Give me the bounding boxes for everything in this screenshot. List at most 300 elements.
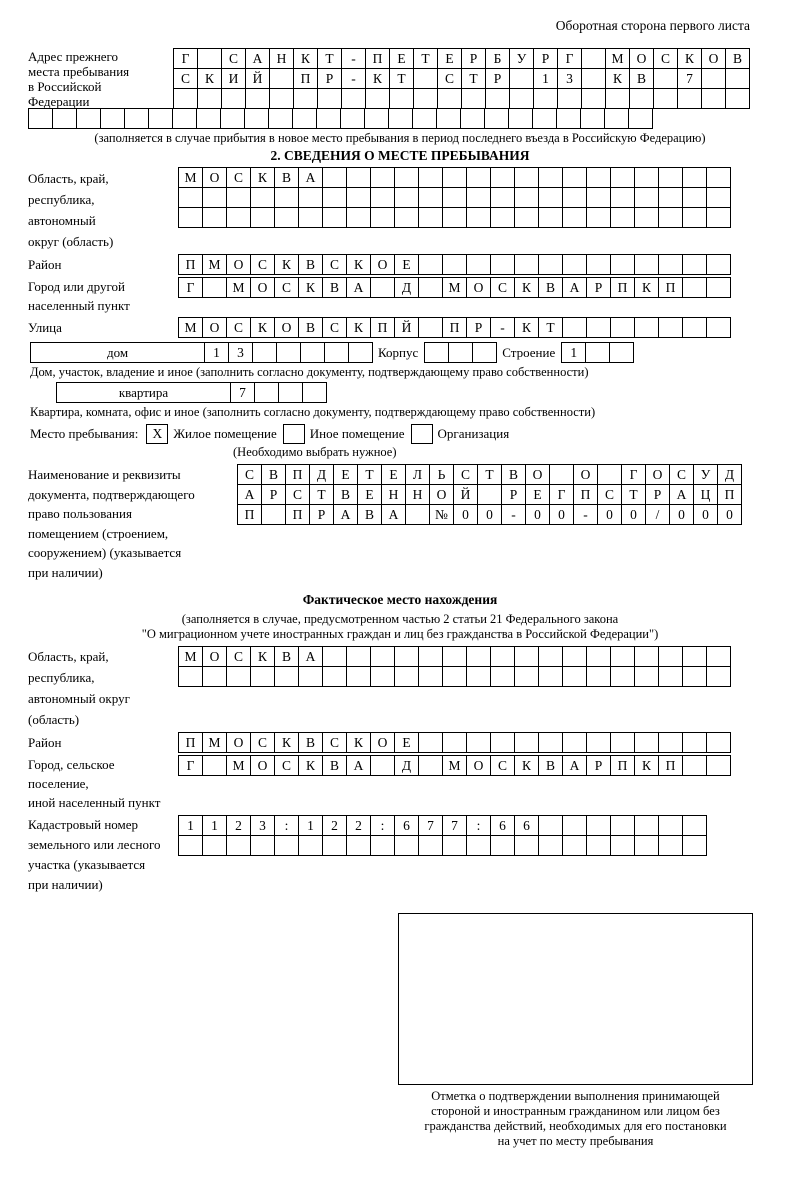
form-cell[interactable] xyxy=(538,187,563,208)
form-cell[interactable]: 2 xyxy=(322,815,347,836)
form-cell[interactable]: О xyxy=(202,317,227,338)
form-cell[interactable] xyxy=(610,835,635,856)
form-cell[interactable]: П xyxy=(237,504,262,525)
form-cell[interactable] xyxy=(706,277,731,298)
form-cell[interactable] xyxy=(634,646,659,667)
form-cell[interactable]: К xyxy=(250,317,275,338)
form-cell[interactable] xyxy=(682,277,707,298)
form-cell[interactable]: Г xyxy=(549,484,574,505)
form-cell[interactable] xyxy=(610,167,635,188)
form-cell[interactable] xyxy=(682,187,707,208)
form-cell[interactable]: П xyxy=(658,755,683,776)
form-cell[interactable] xyxy=(538,666,563,687)
form-cell[interactable]: С xyxy=(226,646,251,667)
form-cell[interactable]: Е xyxy=(333,464,358,485)
form-cell[interactable]: 0 xyxy=(477,504,502,525)
form-cell[interactable] xyxy=(586,646,611,667)
form-cell[interactable]: 1 xyxy=(561,342,586,363)
form-cell[interactable] xyxy=(418,646,443,667)
form-cell[interactable] xyxy=(634,317,659,338)
form-cell[interactable] xyxy=(252,342,277,363)
form-cell[interactable] xyxy=(346,666,371,687)
form-cell[interactable]: С xyxy=(453,464,478,485)
form-cell[interactable] xyxy=(418,755,443,776)
form-cell[interactable]: А xyxy=(298,646,323,667)
form-cell[interactable]: В xyxy=(357,504,382,525)
form-cell[interactable]: А xyxy=(562,755,587,776)
form-cell[interactable]: 7 xyxy=(442,815,467,836)
form-cell[interactable] xyxy=(538,254,563,275)
form-cell[interactable] xyxy=(532,108,557,129)
form-cell[interactable] xyxy=(394,646,419,667)
form-cell[interactable] xyxy=(538,835,563,856)
form-cell[interactable] xyxy=(466,167,491,188)
form-cell[interactable]: А xyxy=(562,277,587,298)
form-cell[interactable]: Й xyxy=(394,317,419,338)
form-cell[interactable]: М xyxy=(442,755,467,776)
form-cell[interactable]: И xyxy=(221,68,246,89)
form-cell[interactable]: Г xyxy=(178,277,203,298)
form-cell[interactable] xyxy=(322,207,347,228)
form-cell[interactable] xyxy=(658,666,683,687)
form-cell[interactable] xyxy=(634,732,659,753)
form-cell[interactable]: Т xyxy=(309,484,334,505)
form-cell[interactable]: 6 xyxy=(490,815,515,836)
form-cell[interactable]: В xyxy=(322,755,347,776)
form-cell[interactable]: Е xyxy=(357,484,382,505)
form-cell[interactable]: К xyxy=(634,277,659,298)
form-cell[interactable]: У xyxy=(693,464,718,485)
form-cell[interactable] xyxy=(490,254,515,275)
form-cell[interactable] xyxy=(52,108,77,129)
form-cell[interactable] xyxy=(490,732,515,753)
form-cell[interactable]: С xyxy=(226,317,251,338)
form-cell[interactable]: М xyxy=(226,755,251,776)
form-cell[interactable] xyxy=(634,187,659,208)
form-cell[interactable] xyxy=(634,666,659,687)
form-cell[interactable] xyxy=(466,187,491,208)
form-cell[interactable] xyxy=(682,254,707,275)
form-cell[interactable]: П xyxy=(285,504,310,525)
form-cell[interactable] xyxy=(448,342,473,363)
form-cell[interactable] xyxy=(220,108,245,129)
form-cell[interactable] xyxy=(549,464,574,485)
form-cell[interactable]: Г xyxy=(557,48,582,69)
form-cell[interactable]: Р xyxy=(533,48,558,69)
form-cell[interactable] xyxy=(268,108,293,129)
form-cell[interactable] xyxy=(605,88,630,109)
form-cell[interactable]: Е xyxy=(389,48,414,69)
form-cell[interactable] xyxy=(460,108,485,129)
form-cell[interactable]: К xyxy=(605,68,630,89)
form-cell[interactable] xyxy=(178,666,203,687)
form-cell[interactable]: С xyxy=(250,732,275,753)
form-cell[interactable]: 0 xyxy=(717,504,742,525)
form-cell[interactable]: Й xyxy=(453,484,478,505)
form-cell[interactable]: С xyxy=(250,254,275,275)
checkbox-zhiloe[interactable]: X xyxy=(146,424,168,444)
form-cell[interactable]: В xyxy=(274,167,299,188)
form-cell[interactable] xyxy=(706,666,731,687)
form-cell[interactable] xyxy=(221,88,246,109)
form-cell[interactable] xyxy=(610,666,635,687)
form-cell[interactable] xyxy=(418,277,443,298)
form-cell[interactable] xyxy=(298,207,323,228)
form-cell[interactable] xyxy=(490,187,515,208)
form-cell[interactable]: С xyxy=(237,464,262,485)
form-cell[interactable] xyxy=(466,835,491,856)
form-cell[interactable]: Ь xyxy=(429,464,454,485)
form-cell[interactable]: В xyxy=(538,277,563,298)
form-cell[interactable]: - xyxy=(501,504,526,525)
form-cell[interactable]: 1 xyxy=(298,815,323,836)
form-cell[interactable]: О xyxy=(525,464,550,485)
form-cell[interactable]: С xyxy=(653,48,678,69)
form-cell[interactable] xyxy=(658,835,683,856)
form-cell[interactable] xyxy=(509,68,534,89)
form-cell[interactable] xyxy=(245,88,270,109)
form-cell[interactable] xyxy=(388,108,413,129)
form-cell[interactable] xyxy=(202,666,227,687)
form-cell[interactable] xyxy=(317,88,342,109)
form-cell[interactable] xyxy=(274,187,299,208)
form-cell[interactable]: Г xyxy=(173,48,198,69)
form-cell[interactable] xyxy=(628,108,653,129)
form-cell[interactable]: 3 xyxy=(250,815,275,836)
form-cell[interactable] xyxy=(682,755,707,776)
form-cell[interactable]: А xyxy=(346,277,371,298)
form-cell[interactable]: В xyxy=(298,254,323,275)
form-cell[interactable] xyxy=(394,666,419,687)
form-cell[interactable] xyxy=(28,108,53,129)
form-cell[interactable] xyxy=(484,108,509,129)
form-cell[interactable] xyxy=(250,187,275,208)
form-cell[interactable] xyxy=(340,108,365,129)
form-cell[interactable] xyxy=(172,108,197,129)
form-cell[interactable] xyxy=(586,835,611,856)
form-cell[interactable]: Р xyxy=(317,68,342,89)
form-cell[interactable] xyxy=(610,317,635,338)
form-cell[interactable] xyxy=(322,167,347,188)
form-cell[interactable]: 0 xyxy=(549,504,574,525)
form-cell[interactable]: П xyxy=(178,254,203,275)
form-cell[interactable] xyxy=(682,815,707,836)
form-cell[interactable] xyxy=(562,732,587,753)
form-cell[interactable] xyxy=(490,646,515,667)
form-cell[interactable] xyxy=(124,108,149,129)
form-cell[interactable] xyxy=(346,835,371,856)
form-cell[interactable]: Р xyxy=(466,317,491,338)
form-cell[interactable] xyxy=(178,835,203,856)
form-cell[interactable]: А xyxy=(669,484,694,505)
form-cell[interactable] xyxy=(562,666,587,687)
form-cell[interactable]: М xyxy=(442,277,467,298)
form-cell[interactable]: Б xyxy=(485,48,510,69)
form-cell[interactable]: А xyxy=(333,504,358,525)
form-cell[interactable] xyxy=(370,207,395,228)
form-cell[interactable] xyxy=(276,342,301,363)
form-cell[interactable]: К xyxy=(514,317,539,338)
form-cell[interactable]: Р xyxy=(309,504,334,525)
form-cell[interactable] xyxy=(442,254,467,275)
form-cell[interactable] xyxy=(725,68,750,89)
form-cell[interactable] xyxy=(466,732,491,753)
form-cell[interactable] xyxy=(178,187,203,208)
form-cell[interactable] xyxy=(293,88,318,109)
form-cell[interactable] xyxy=(370,755,395,776)
form-cell[interactable] xyxy=(226,666,251,687)
form-cell[interactable]: О xyxy=(250,755,275,776)
form-cell[interactable]: С xyxy=(669,464,694,485)
form-cell[interactable] xyxy=(490,666,515,687)
form-cell[interactable] xyxy=(477,484,502,505)
form-cell[interactable] xyxy=(196,108,221,129)
form-cell[interactable] xyxy=(562,167,587,188)
form-cell[interactable]: П xyxy=(370,317,395,338)
form-cell[interactable] xyxy=(364,108,389,129)
form-cell[interactable] xyxy=(682,317,707,338)
form-cell[interactable] xyxy=(581,68,606,89)
form-cell[interactable]: Р xyxy=(261,484,286,505)
form-cell[interactable]: К xyxy=(365,68,390,89)
form-cell[interactable] xyxy=(706,755,731,776)
form-cell[interactable] xyxy=(250,835,275,856)
form-cell[interactable] xyxy=(76,108,101,129)
form-cell[interactable] xyxy=(658,207,683,228)
form-cell[interactable]: В xyxy=(538,755,563,776)
form-cell[interactable] xyxy=(658,646,683,667)
form-cell[interactable]: В xyxy=(629,68,654,89)
form-cell[interactable]: С xyxy=(322,732,347,753)
form-cell[interactable] xyxy=(562,835,587,856)
form-cell[interactable] xyxy=(538,732,563,753)
form-cell[interactable]: П xyxy=(293,68,318,89)
form-cell[interactable] xyxy=(418,187,443,208)
form-cell[interactable] xyxy=(389,88,414,109)
form-cell[interactable]: 6 xyxy=(514,815,539,836)
form-cell[interactable]: М xyxy=(202,254,227,275)
form-cell[interactable]: П xyxy=(610,755,635,776)
form-cell[interactable] xyxy=(261,504,286,525)
form-cell[interactable]: С xyxy=(490,755,515,776)
form-cell[interactable] xyxy=(586,254,611,275)
form-cell[interactable] xyxy=(634,254,659,275)
form-cell[interactable] xyxy=(442,666,467,687)
form-cell[interactable] xyxy=(701,88,726,109)
form-cell[interactable]: М xyxy=(605,48,630,69)
form-cell[interactable]: О xyxy=(202,167,227,188)
form-cell[interactable]: 7 xyxy=(418,815,443,836)
form-cell[interactable] xyxy=(461,88,486,109)
form-cell[interactable]: Н xyxy=(269,48,294,69)
form-cell[interactable]: : xyxy=(466,815,491,836)
form-cell[interactable] xyxy=(658,167,683,188)
form-cell[interactable] xyxy=(394,167,419,188)
form-cell[interactable] xyxy=(682,835,707,856)
form-cell[interactable] xyxy=(298,187,323,208)
form-cell[interactable] xyxy=(322,646,347,667)
form-cell[interactable]: В xyxy=(298,732,323,753)
form-cell[interactable] xyxy=(562,187,587,208)
form-cell[interactable] xyxy=(341,88,366,109)
form-cell[interactable] xyxy=(226,207,251,228)
form-cell[interactable] xyxy=(278,382,303,403)
form-cell[interactable] xyxy=(706,167,731,188)
form-cell[interactable]: Р xyxy=(485,68,510,89)
form-cell[interactable]: Г xyxy=(178,755,203,776)
form-cell[interactable] xyxy=(610,646,635,667)
form-cell[interactable]: А xyxy=(346,755,371,776)
form-cell[interactable]: О xyxy=(573,464,598,485)
form-cell[interactable] xyxy=(370,187,395,208)
form-cell[interactable] xyxy=(202,277,227,298)
form-cell[interactable] xyxy=(226,835,251,856)
form-cell[interactable]: - xyxy=(573,504,598,525)
form-cell[interactable] xyxy=(653,68,678,89)
form-cell[interactable]: Т xyxy=(413,48,438,69)
form-cell[interactable]: П xyxy=(442,317,467,338)
form-cell[interactable] xyxy=(629,88,654,109)
form-cell[interactable]: К xyxy=(634,755,659,776)
form-cell[interactable] xyxy=(436,108,461,129)
form-cell[interactable]: 6 xyxy=(394,815,419,836)
form-cell[interactable] xyxy=(514,835,539,856)
form-cell[interactable]: Е xyxy=(394,254,419,275)
form-cell[interactable] xyxy=(298,835,323,856)
form-cell[interactable]: С xyxy=(437,68,462,89)
form-cell[interactable]: 7 xyxy=(230,382,255,403)
form-cell[interactable]: В xyxy=(261,464,286,485)
form-cell[interactable] xyxy=(586,187,611,208)
form-cell[interactable] xyxy=(485,88,510,109)
form-cell[interactable] xyxy=(254,382,279,403)
form-cell[interactable] xyxy=(562,646,587,667)
form-cell[interactable] xyxy=(562,254,587,275)
form-cell[interactable] xyxy=(466,254,491,275)
form-cell[interactable]: Р xyxy=(586,755,611,776)
form-cell[interactable] xyxy=(226,187,251,208)
form-cell[interactable] xyxy=(538,646,563,667)
form-cell[interactable]: - xyxy=(341,68,366,89)
form-cell[interactable] xyxy=(370,167,395,188)
form-cell[interactable]: Д xyxy=(394,755,419,776)
form-cell[interactable] xyxy=(269,68,294,89)
form-cell[interactable]: К xyxy=(274,732,299,753)
form-cell[interactable] xyxy=(610,732,635,753)
form-cell[interactable] xyxy=(508,108,533,129)
form-cell[interactable]: С xyxy=(597,484,622,505)
form-cell[interactable]: Д xyxy=(717,464,742,485)
form-cell[interactable]: С xyxy=(322,317,347,338)
form-cell[interactable] xyxy=(274,207,299,228)
form-cell[interactable] xyxy=(413,88,438,109)
form-cell[interactable] xyxy=(609,342,634,363)
form-cell[interactable]: № xyxy=(429,504,454,525)
form-cell[interactable] xyxy=(706,187,731,208)
form-cell[interactable] xyxy=(514,167,539,188)
form-cell[interactable] xyxy=(604,108,629,129)
form-cell[interactable]: 1 xyxy=(178,815,203,836)
form-cell[interactable]: Т xyxy=(621,484,646,505)
form-cell[interactable] xyxy=(658,254,683,275)
form-cell[interactable] xyxy=(677,88,702,109)
form-cell[interactable] xyxy=(706,207,731,228)
form-cell[interactable] xyxy=(682,666,707,687)
form-cell[interactable] xyxy=(514,732,539,753)
form-cell[interactable] xyxy=(424,342,449,363)
form-cell[interactable]: О xyxy=(466,277,491,298)
form-cell[interactable]: Г xyxy=(621,464,646,485)
form-cell[interactable] xyxy=(418,254,443,275)
form-cell[interactable] xyxy=(394,187,419,208)
form-cell[interactable] xyxy=(466,207,491,228)
form-cell[interactable] xyxy=(394,207,419,228)
form-cell[interactable]: К xyxy=(274,254,299,275)
form-cell[interactable]: С xyxy=(274,755,299,776)
form-cell[interactable]: 2 xyxy=(346,815,371,836)
form-cell[interactable] xyxy=(418,835,443,856)
form-cell[interactable] xyxy=(490,207,515,228)
form-cell[interactable] xyxy=(557,88,582,109)
form-cell[interactable]: К xyxy=(514,755,539,776)
form-cell[interactable]: Р xyxy=(461,48,486,69)
form-cell[interactable]: Е xyxy=(381,464,406,485)
form-cell[interactable] xyxy=(274,835,299,856)
form-cell[interactable] xyxy=(538,167,563,188)
form-cell[interactable] xyxy=(514,646,539,667)
form-cell[interactable]: М xyxy=(202,732,227,753)
form-cell[interactable]: О xyxy=(466,755,491,776)
form-cell[interactable]: 3 xyxy=(228,342,253,363)
form-cell[interactable] xyxy=(509,88,534,109)
form-cell[interactable] xyxy=(610,815,635,836)
form-cell[interactable] xyxy=(322,187,347,208)
form-cell[interactable]: К xyxy=(293,48,318,69)
form-cell[interactable] xyxy=(538,815,563,836)
form-cell[interactable]: Е xyxy=(437,48,462,69)
form-cell[interactable] xyxy=(586,732,611,753)
form-cell[interactable] xyxy=(418,666,443,687)
form-cell[interactable]: С xyxy=(285,484,310,505)
form-cell[interactable] xyxy=(442,835,467,856)
form-cell[interactable] xyxy=(556,108,581,129)
form-cell[interactable]: А xyxy=(298,167,323,188)
form-cell[interactable]: Т xyxy=(389,68,414,89)
form-cell[interactable] xyxy=(634,835,659,856)
form-cell[interactable] xyxy=(466,666,491,687)
form-cell[interactable]: Т xyxy=(477,464,502,485)
form-cell[interactable]: С xyxy=(221,48,246,69)
form-cell[interactable]: 0 xyxy=(525,504,550,525)
form-cell[interactable] xyxy=(586,666,611,687)
form-cell[interactable]: П xyxy=(285,464,310,485)
form-cell[interactable]: К xyxy=(250,167,275,188)
form-cell[interactable] xyxy=(250,207,275,228)
form-cell[interactable]: С xyxy=(226,167,251,188)
form-cell[interactable]: П xyxy=(573,484,598,505)
form-cell[interactable]: Т xyxy=(357,464,382,485)
form-cell[interactable]: Т xyxy=(317,48,342,69)
form-cell[interactable]: А xyxy=(381,504,406,525)
form-cell[interactable] xyxy=(418,732,443,753)
form-cell[interactable]: Е xyxy=(394,732,419,753)
form-cell[interactable]: О xyxy=(429,484,454,505)
form-cell[interactable]: К xyxy=(346,317,371,338)
form-cell[interactable]: / xyxy=(645,504,670,525)
form-cell[interactable] xyxy=(346,646,371,667)
form-cell[interactable] xyxy=(442,646,467,667)
form-cell[interactable] xyxy=(634,207,659,228)
